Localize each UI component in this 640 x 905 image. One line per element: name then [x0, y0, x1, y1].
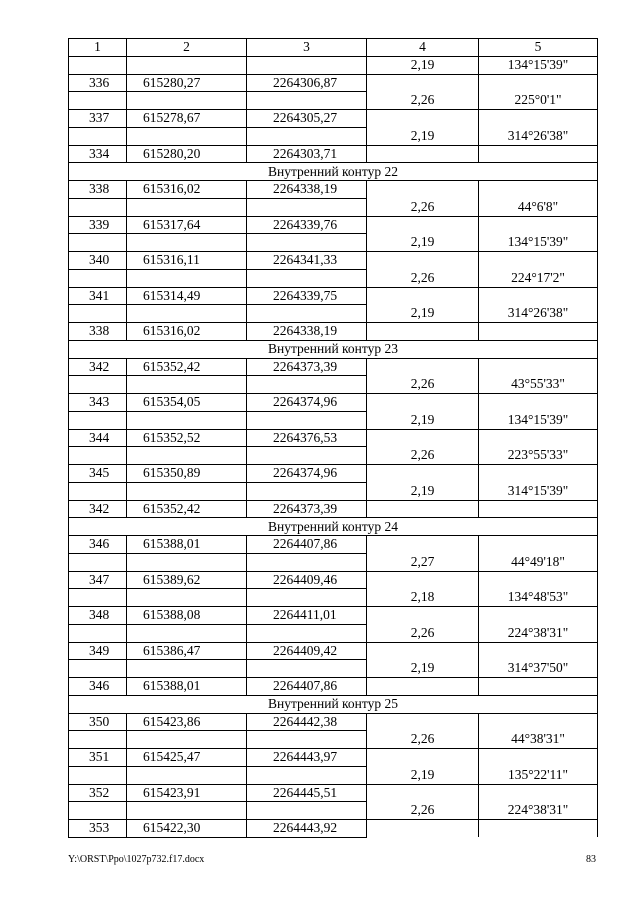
- empty-cell: [127, 234, 247, 252]
- empty-cell: [367, 252, 479, 270]
- y-coordinate-cell: 2264373,39: [247, 500, 367, 518]
- empty-cell: [479, 323, 598, 341]
- x-coordinate-cell: 615316,02: [127, 323, 247, 341]
- point-number-cell: 346: [69, 536, 127, 554]
- table-row-point: [69, 429, 598, 447]
- table-row-segment: [69, 624, 598, 642]
- contour-heading-row: [69, 518, 598, 536]
- empty-cell: [479, 749, 598, 767]
- empty-cell: [69, 624, 127, 642]
- bearing-cell: 224°17'2": [479, 269, 598, 287]
- empty-cell: [69, 305, 127, 323]
- y-coordinate-cell: 2264373,39: [247, 358, 367, 376]
- empty-cell: [69, 198, 127, 216]
- table-row-point: [69, 500, 598, 518]
- x-coordinate-cell: 615386,47: [127, 642, 247, 660]
- point-number-cell: 349: [69, 642, 127, 660]
- table-row-segment: [69, 234, 598, 252]
- table-row-point: [69, 678, 598, 696]
- distance-cell: 2,19: [367, 482, 479, 500]
- distance-cell: 2,19: [367, 127, 479, 145]
- x-coordinate-cell: 615316,11: [127, 252, 247, 270]
- table-row-segment: [69, 802, 598, 820]
- bearing-cell: 224°38'31": [479, 802, 598, 820]
- empty-cell: [127, 553, 247, 571]
- empty-cell: [367, 394, 479, 412]
- empty-cell: [127, 411, 247, 429]
- distance-cell: 2,26: [367, 624, 479, 642]
- table-row-segment: [69, 127, 598, 145]
- bearing-cell: 225°0'1": [479, 92, 598, 110]
- empty-cell: [367, 74, 479, 92]
- empty-cell: [127, 127, 247, 145]
- empty-cell: [479, 607, 598, 625]
- y-coordinate-cell: 2264338,19: [247, 323, 367, 341]
- x-coordinate-cell: 615352,52: [127, 429, 247, 447]
- empty-cell: [247, 731, 367, 749]
- empty-cell: [69, 376, 127, 394]
- y-coordinate-cell: 2264407,86: [247, 678, 367, 696]
- empty-cell: [69, 482, 127, 500]
- empty-cell: [127, 589, 247, 607]
- table-row-point: [69, 287, 598, 305]
- table-row-point: [69, 749, 598, 767]
- empty-cell: [127, 92, 247, 110]
- x-coordinate-cell: 615354,05: [127, 394, 247, 412]
- y-coordinate-cell: 2264339,75: [247, 287, 367, 305]
- distance-cell: 2,26: [367, 731, 479, 749]
- y-coordinate-cell: 2264409,46: [247, 571, 367, 589]
- distance-cell: 2,26: [367, 376, 479, 394]
- bearing-cell: 44°49'18": [479, 553, 598, 571]
- table-row-segment: [69, 305, 598, 323]
- table-row-segment: [69, 553, 598, 571]
- y-coordinate-cell: 2264411,01: [247, 607, 367, 625]
- table-row-segment: [69, 482, 598, 500]
- empty-cell: [247, 305, 367, 323]
- empty-cell: [367, 500, 479, 518]
- header-col-2: 2: [127, 39, 247, 57]
- empty-cell: [367, 749, 479, 767]
- x-coordinate-cell: 615388,01: [127, 536, 247, 554]
- point-number-cell: 350: [69, 713, 127, 731]
- point-number-cell: 336: [69, 74, 127, 92]
- point-number-cell: 353: [69, 820, 127, 838]
- empty-cell: [69, 660, 127, 678]
- empty-cell: [247, 553, 367, 571]
- header-col-4: 4: [367, 39, 479, 57]
- point-number-cell: 342: [69, 500, 127, 518]
- empty-cell: [479, 110, 598, 128]
- y-coordinate-cell: 2264409,42: [247, 642, 367, 660]
- y-coordinate-cell: 2264341,33: [247, 252, 367, 270]
- point-number-cell: 345: [69, 465, 127, 483]
- table-row-segment: [69, 766, 598, 784]
- table-row-point: [69, 784, 598, 802]
- table-row-point: [69, 252, 598, 270]
- table-row-segment: [69, 376, 598, 394]
- bearing-cell: 44°6'8": [479, 198, 598, 216]
- table-row-point: [69, 74, 598, 92]
- empty-cell: [479, 536, 598, 554]
- x-coordinate-cell: 615423,91: [127, 784, 247, 802]
- empty-cell: [69, 447, 127, 465]
- empty-cell: [367, 216, 479, 234]
- bearing-cell: 314°26'38": [479, 127, 598, 145]
- table-row-segment: [69, 92, 598, 110]
- empty-cell: [247, 92, 367, 110]
- empty-cell: [127, 802, 247, 820]
- empty-cell: [479, 216, 598, 234]
- empty-cell: [367, 820, 479, 838]
- header-col-1: 1: [69, 39, 127, 57]
- empty-cell: [247, 624, 367, 642]
- point-number-cell: 352: [69, 784, 127, 802]
- y-coordinate-cell: 2264374,96: [247, 394, 367, 412]
- empty-cell: [127, 660, 247, 678]
- empty-cell: [367, 429, 479, 447]
- empty-cell: [367, 181, 479, 199]
- x-coordinate-cell: 615389,62: [127, 571, 247, 589]
- bearing-cell: 314°37'50": [479, 660, 598, 678]
- bearing-cell: 43°55'33": [479, 376, 598, 394]
- empty-cell: [479, 252, 598, 270]
- empty-cell: [247, 447, 367, 465]
- contour-heading: Внутренний контур 25: [69, 695, 598, 713]
- empty-cell: [247, 376, 367, 394]
- bearing-cell: 44°38'31": [479, 731, 598, 749]
- y-coordinate-cell: 2264338,19: [247, 181, 367, 199]
- point-number-cell: 343: [69, 394, 127, 412]
- y-coordinate-cell: 2264303,71: [247, 145, 367, 163]
- bearing-cell: 314°15'39": [479, 482, 598, 500]
- distance-cell: 2,18: [367, 589, 479, 607]
- distance-cell: 2,26: [367, 802, 479, 820]
- x-coordinate-cell: 615280,27: [127, 74, 247, 92]
- empty-cell: [367, 323, 479, 341]
- table-header-row: [69, 39, 598, 57]
- empty-cell: [367, 642, 479, 660]
- table-row-point: [69, 820, 598, 838]
- x-coordinate-cell: 615423,86: [127, 713, 247, 731]
- empty-cell: [247, 127, 367, 145]
- empty-cell: [247, 802, 367, 820]
- empty-cell: [367, 784, 479, 802]
- distance-cell: 2,26: [367, 92, 479, 110]
- x-coordinate-cell: 615317,64: [127, 216, 247, 234]
- empty-cell: [247, 766, 367, 784]
- x-coordinate-cell: 615352,42: [127, 500, 247, 518]
- empty-cell: [367, 607, 479, 625]
- point-number-cell: 338: [69, 323, 127, 341]
- empty-cell: [69, 56, 127, 74]
- table-row-segment: [69, 56, 598, 74]
- y-coordinate-cell: 2264374,96: [247, 465, 367, 483]
- x-coordinate-cell: 615352,42: [127, 358, 247, 376]
- empty-cell: [367, 713, 479, 731]
- empty-cell: [367, 110, 479, 128]
- point-number-cell: 339: [69, 216, 127, 234]
- empty-cell: [479, 500, 598, 518]
- empty-cell: [479, 713, 598, 731]
- table-row-point: [69, 181, 598, 199]
- distance-cell: 2,26: [367, 269, 479, 287]
- point-number-cell: 337: [69, 110, 127, 128]
- empty-cell: [127, 305, 247, 323]
- empty-cell: [367, 678, 479, 696]
- point-number-cell: 351: [69, 749, 127, 767]
- contour-heading-row: [69, 163, 598, 181]
- empty-cell: [479, 145, 598, 163]
- distance-cell: 2,19: [367, 234, 479, 252]
- table-row-point: [69, 642, 598, 660]
- x-coordinate-cell: 615388,08: [127, 607, 247, 625]
- table-row-point: [69, 110, 598, 128]
- y-coordinate-cell: 2264442,38: [247, 713, 367, 731]
- x-coordinate-cell: 615316,02: [127, 181, 247, 199]
- empty-cell: [69, 411, 127, 429]
- distance-cell: 2,19: [367, 411, 479, 429]
- point-number-cell: 344: [69, 429, 127, 447]
- distance-cell: 2,19: [367, 766, 479, 784]
- bearing-cell: 224°38'31": [479, 624, 598, 642]
- empty-cell: [479, 571, 598, 589]
- point-number-cell: 338: [69, 181, 127, 199]
- distance-cell: 2,27: [367, 553, 479, 571]
- empty-cell: [127, 624, 247, 642]
- table-row-point: [69, 358, 598, 376]
- table-row-point: [69, 323, 598, 341]
- y-coordinate-cell: 2264445,51: [247, 784, 367, 802]
- header-col-5: 5: [479, 39, 598, 57]
- empty-cell: [479, 287, 598, 305]
- bearing-cell: 223°55'33": [479, 447, 598, 465]
- empty-cell: [479, 429, 598, 447]
- table-row-point: [69, 216, 598, 234]
- footer-page-number: 83: [586, 854, 596, 865]
- y-coordinate-cell: 2264306,87: [247, 74, 367, 92]
- empty-cell: [247, 482, 367, 500]
- empty-cell: [479, 394, 598, 412]
- point-number-cell: 334: [69, 145, 127, 163]
- x-coordinate-cell: 615422,30: [127, 820, 247, 838]
- contour-heading-row: [69, 340, 598, 358]
- table-row-point: [69, 145, 598, 163]
- empty-cell: [69, 553, 127, 571]
- table-row-segment: [69, 589, 598, 607]
- empty-cell: [479, 181, 598, 199]
- x-coordinate-cell: 615278,67: [127, 110, 247, 128]
- empty-cell: [479, 465, 598, 483]
- header-col-3: 3: [247, 39, 367, 57]
- contour-heading: Внутренний контур 23: [69, 340, 598, 358]
- empty-cell: [247, 269, 367, 287]
- empty-cell: [69, 766, 127, 784]
- x-coordinate-cell: 615314,49: [127, 287, 247, 305]
- y-coordinate-cell: 2264407,86: [247, 536, 367, 554]
- point-number-cell: 342: [69, 358, 127, 376]
- table-row-segment: [69, 731, 598, 749]
- empty-cell: [69, 127, 127, 145]
- table-row-point: [69, 571, 598, 589]
- table-body: [69, 56, 598, 837]
- empty-cell: [247, 234, 367, 252]
- x-coordinate-cell: 615388,01: [127, 678, 247, 696]
- empty-cell: [127, 376, 247, 394]
- table-row-segment: [69, 198, 598, 216]
- table-row-point: [69, 713, 598, 731]
- bearing-cell: 314°26'38": [479, 305, 598, 323]
- empty-cell: [69, 802, 127, 820]
- distance-cell: 2,19: [367, 305, 479, 323]
- empty-cell: [127, 731, 247, 749]
- empty-cell: [69, 589, 127, 607]
- table-row-point: [69, 536, 598, 554]
- table-row-point: [69, 394, 598, 412]
- empty-cell: [247, 56, 367, 74]
- empty-cell: [367, 571, 479, 589]
- contour-heading: Внутренний контур 22: [69, 163, 598, 181]
- empty-cell: [127, 447, 247, 465]
- point-number-cell: 340: [69, 252, 127, 270]
- distance-cell: 2,26: [367, 198, 479, 216]
- empty-cell: [127, 56, 247, 74]
- empty-cell: [479, 74, 598, 92]
- empty-cell: [247, 198, 367, 216]
- table-row-point: [69, 465, 598, 483]
- empty-cell: [479, 820, 598, 838]
- empty-cell: [367, 287, 479, 305]
- table-row-segment: [69, 269, 598, 287]
- point-number-cell: 347: [69, 571, 127, 589]
- table-row-segment: [69, 447, 598, 465]
- empty-cell: [479, 678, 598, 696]
- bearing-cell: 134°15'39": [479, 411, 598, 429]
- table-row-segment: [69, 660, 598, 678]
- y-coordinate-cell: 2264376,53: [247, 429, 367, 447]
- y-coordinate-cell: 2264305,27: [247, 110, 367, 128]
- point-number-cell: 348: [69, 607, 127, 625]
- bearing-cell: 135°22'11": [479, 766, 598, 784]
- empty-cell: [69, 269, 127, 287]
- empty-cell: [367, 536, 479, 554]
- empty-cell: [479, 358, 598, 376]
- point-number-cell: 341: [69, 287, 127, 305]
- empty-cell: [247, 411, 367, 429]
- empty-cell: [69, 92, 127, 110]
- empty-cell: [367, 358, 479, 376]
- distance-cell: 2,26: [367, 447, 479, 465]
- empty-cell: [367, 465, 479, 483]
- empty-cell: [367, 145, 479, 163]
- empty-cell: [247, 660, 367, 678]
- empty-cell: [69, 731, 127, 749]
- empty-cell: [479, 642, 598, 660]
- empty-cell: [127, 766, 247, 784]
- empty-cell: [247, 589, 367, 607]
- contour-heading-row: [69, 695, 598, 713]
- distance-cell: 2,19: [367, 56, 479, 74]
- y-coordinate-cell: 2264443,97: [247, 749, 367, 767]
- empty-cell: [127, 198, 247, 216]
- x-coordinate-cell: 615280,20: [127, 145, 247, 163]
- bearing-cell: 134°15'39": [479, 56, 598, 74]
- empty-cell: [479, 784, 598, 802]
- point-number-cell: 346: [69, 678, 127, 696]
- empty-cell: [69, 234, 127, 252]
- table-row-point: [69, 607, 598, 625]
- footer-file-path: Y:\ORST\Ppo\1027p732.f17.docx: [68, 854, 205, 865]
- x-coordinate-cell: 615350,89: [127, 465, 247, 483]
- y-coordinate-cell: 2264443,92: [247, 820, 367, 838]
- contour-heading: Внутренний контур 24: [69, 518, 598, 536]
- x-coordinate-cell: 615425,47: [127, 749, 247, 767]
- bearing-cell: 134°15'39": [479, 234, 598, 252]
- distance-cell: 2,19: [367, 660, 479, 678]
- empty-cell: [127, 269, 247, 287]
- coordinates-table: [68, 38, 598, 838]
- bearing-cell: 134°48'53": [479, 589, 598, 607]
- y-coordinate-cell: 2264339,76: [247, 216, 367, 234]
- empty-cell: [127, 482, 247, 500]
- table-row-segment: [69, 411, 598, 429]
